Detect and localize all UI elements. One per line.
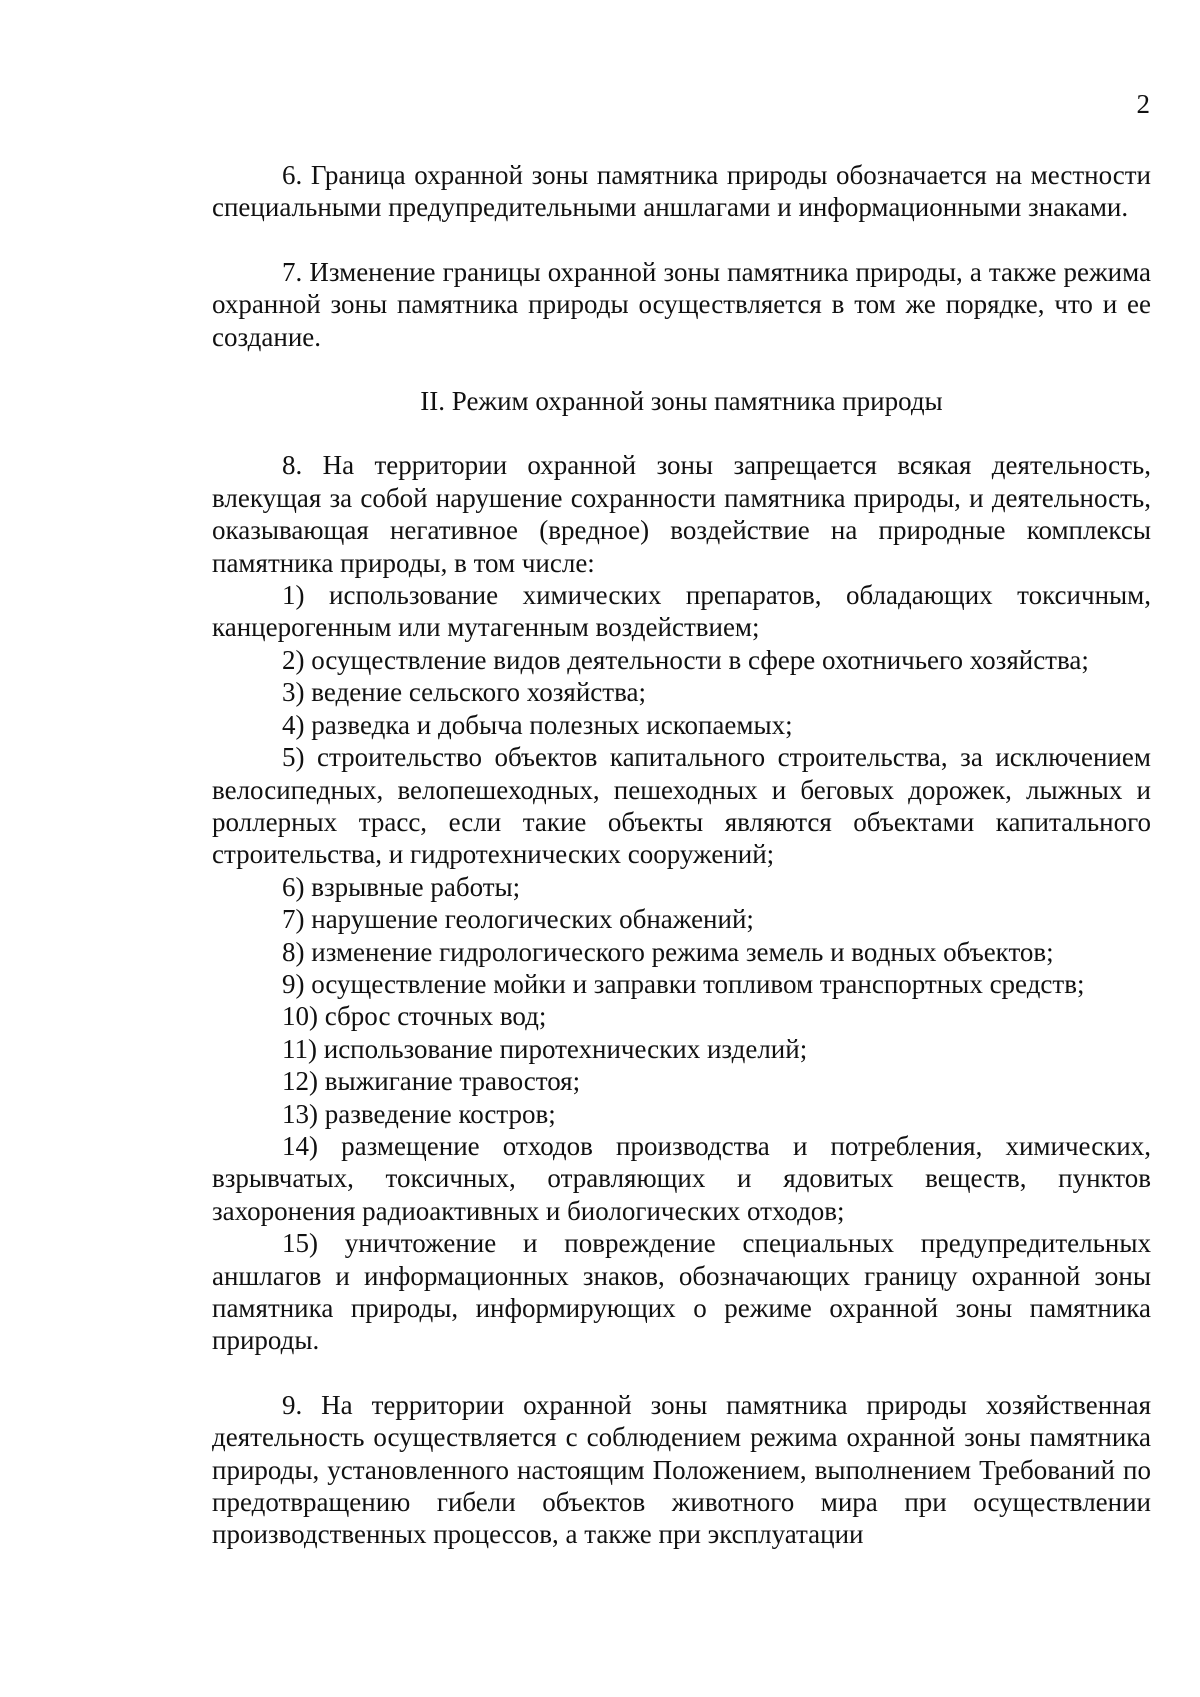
list-item: 15) уничтожение и повреждение специальных предупредительных аншлагов и информационных знаков, обозначающих границу охранной зоны памятника природы, информирующих о режиме охранной зоны памятника природы. (212, 1228, 1151, 1356)
paragraph-9: 9. На территории охранной зоны памятника природы хозяйственная деятельность осуществляется с соблюдением режима охранной зоны памятника природы, установленного настоящим Положением, выполнением Требований по предотвращению гибели объектов животного мира при осуществлении производственных процессов, а также при эксплуатации (212, 1389, 1151, 1550)
paragraph-7: 7. Изменение границы охранной зоны памятника природы, а также режима охранной зоны памятника природы осуществляется в том же порядке, что и ее создание. (212, 256, 1151, 352)
document-body (212, 159, 1151, 1551)
list-item: 6) взрывные работы; (282, 871, 521, 902)
list-item: 10) сброс сточных вод; (282, 1001, 547, 1032)
paragraph-8: 8. На территории охранной зоны запрещается всякая деятельность, влекущая за собой нарушение сохранности памятника природы, и деятельность, оказывающая негативное (вредное) воздействие на природные комплексы памятника природы, в том числе: (212, 450, 1151, 578)
list-item: 8) изменение гидрологического режима земель и водных объектов; (282, 936, 1054, 967)
list-item: 3) ведение сельского хозяйства; (282, 677, 646, 708)
list-item: 1) использование химических препаратов, обладающих токсичным, канцерогенным или мутагенным воздействием; (212, 580, 1151, 643)
paragraph-gap (212, 353, 1151, 385)
list-item: 13) разведение костров; (282, 1098, 556, 1129)
section-title: II. Режим охранной зоны памятника природы (420, 386, 943, 417)
paragraph-gap (212, 1357, 1151, 1389)
list-item: 4) разведка и добыча полезных ископаемых; (282, 709, 793, 740)
list-item: 12) выжигание травостоя; (282, 1066, 581, 1097)
list-item: 11) использование пиротехнических изделий; (282, 1033, 808, 1064)
list-item: 7) нарушение геологических обнажений; (282, 904, 754, 935)
list-item: 14) размещение отходов производства и потребления, химических, взрывчатых, токсичных, отравляющих и ядовитых веществ, пунктов захоронения радиоактивных и биологических отходов; (212, 1130, 1151, 1226)
list-item: 9) осуществление мойки и заправки топливом транспортных средств; (282, 968, 1085, 999)
page-number: 2 (1136, 89, 1150, 119)
paragraph-gap (212, 417, 1151, 449)
list-item: 2) осуществление видов деятельности в сфере охотничьего хозяйства; (282, 644, 1089, 675)
prohibited-activities-list (212, 579, 1151, 1357)
list-item: 5) строительство объектов капитального строительства, за исключением велосипедных, велопешеходных, пешеходных и беговых дорожек, лыжных и роллерных трасс, если такие объекты являются объектами капитального строительства, и гидротехнических сооружений; (212, 742, 1151, 870)
paragraph-6: 6. Граница охранной зоны памятника природы обозначается на местности специальными предупредительными аншлагами и информационными знаками. (212, 160, 1151, 223)
paragraph-gap (212, 224, 1151, 256)
